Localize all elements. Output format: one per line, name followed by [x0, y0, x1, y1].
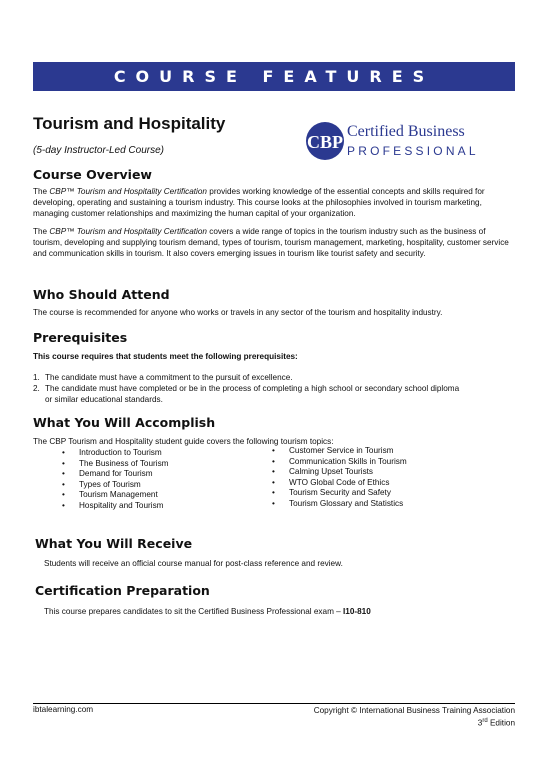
list-item: • Tourism Security and Safety — [272, 488, 391, 497]
list-item: • Types of Tourism — [62, 479, 141, 489]
list-item: • Demand for Tourism — [62, 469, 153, 478]
overview-paragraph-1: The CBP™ Tourism and Hospitality Certification provides working knowledge of the essential concepts and skills required for developing, operating and sustaining a tourism industry. This course looks at the philosophies involved in tourism marketing, managing customer relationships and maximizing the human capital of your organization. — [33, 187, 485, 218]
receive-text: Students will receive an official course manual for post-class reference and review. — [44, 559, 343, 568]
svg-text:CBP: CBP — [307, 132, 343, 152]
list-item: 2. The candidate must have completed or be in the process of completing a high school or secondary school diploma or similar educational standards. — [33, 384, 460, 404]
certification-text: This course prepares candidates to sit the Certified Business Professional exam – I10-810 — [44, 607, 371, 616]
list-item: • Calming Upset Tourists — [272, 467, 374, 476]
course-features-banner: COURSE FEATURES — [33, 62, 515, 91]
footer-edition: 3rd Edition — [477, 718, 515, 728]
prereq-intro: This course requires that students meet the following prerequisites: — [33, 352, 298, 361]
list-item: • The Business of Tourism — [62, 458, 169, 468]
certification-heading: Certification Preparation — [35, 583, 210, 598]
topics-list-right — [272, 446, 407, 509]
accomplish-intro: The CBP Tourism and Hospitality student guide covers the following tourism topics: — [33, 437, 334, 446]
topics-list-left — [62, 448, 169, 511]
cbp-monogram-icon — [305, 118, 345, 164]
receive-heading: What You Will Receive — [35, 536, 193, 551]
list-item: • WTO Global Code of Ethics — [272, 477, 390, 487]
logo-line-2: PROFESSIONAL — [347, 144, 479, 158]
footer-copyright: Copyright © International Business Training Association 3rd Edition — [313, 706, 515, 728]
page-title: Tourism and Hospitality — [33, 114, 226, 133]
course-duration: (5-day Instructor-Led Course) — [33, 145, 164, 156]
list-item: • Hospitality and Tourism — [62, 500, 164, 510]
footer-divider — [33, 703, 515, 704]
list-item: • Tourism Glossary and Statistics — [272, 498, 404, 508]
cbp-logo — [305, 118, 495, 164]
overview-paragraph-2: The CBP™ Tourism and Hospitality Certification covers a wide range of topics in the tourism industry such as the business of tourism, developing and supplying tourism demand, types of tourism, tourism management, marketing, hospitality, customer service and communication skills in tourism. It also covers emerging issues in tourism like tourist safety and security. — [33, 227, 509, 258]
footer-website[interactable]: ibtalearning.com — [33, 705, 94, 714]
list-item: • Tourism Management — [62, 490, 158, 499]
prereq-heading: Prerequisites — [33, 330, 128, 345]
list-item: 1. The candidate must have a commitment to the pursuit of excellence. — [33, 373, 293, 382]
overview-heading: Course Overview — [33, 167, 152, 182]
logo-line-1: Certified Business — [347, 123, 465, 140]
attend-text: The course is recommended for anyone who works or travels in any sector of the tourism and hospitality industry. — [33, 308, 443, 317]
accomplish-heading: What You Will Accomplish — [33, 415, 216, 430]
list-item: • Introduction to Tourism — [62, 448, 162, 457]
prereq-list — [33, 372, 465, 405]
exam-code: I10-810 — [343, 607, 371, 616]
attend-heading: Who Should Attend — [33, 287, 170, 302]
list-item: • Communication Skills in Tourism — [272, 456, 407, 466]
list-item: • Customer Service in Tourism — [272, 446, 394, 455]
